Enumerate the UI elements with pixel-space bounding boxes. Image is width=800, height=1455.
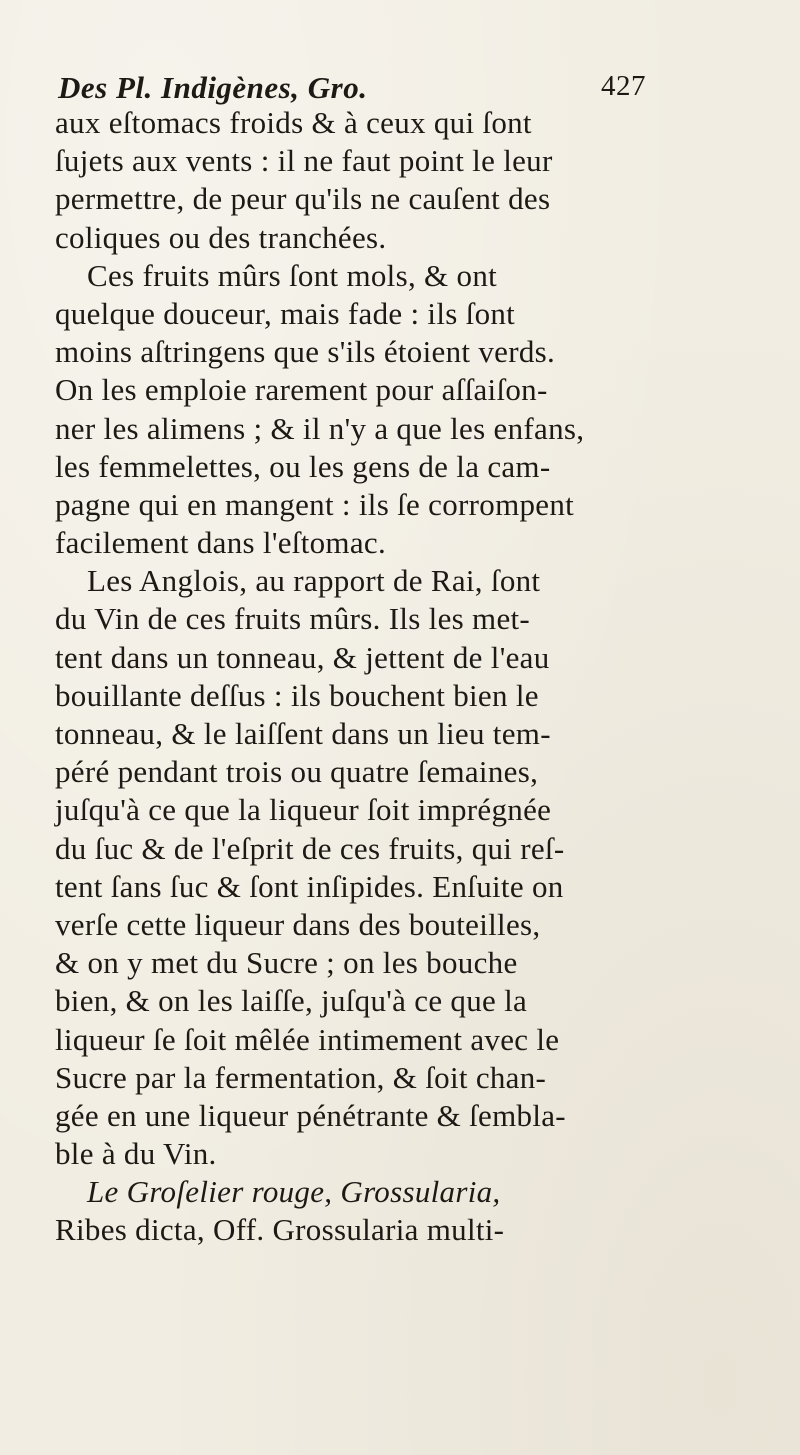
text-line: liqueur ſe ſoit mêlée intimement avec le xyxy=(55,1021,560,1057)
text-line: Le Groſelier rouge, Grossularia, xyxy=(87,1174,501,1210)
text-line: aux eſtomacs froids & à ceux qui ſont xyxy=(55,105,532,140)
text-line: ble à du Vin. xyxy=(55,1136,217,1172)
text-line: bien, & on les laiſſe, juſqu'à ce que la xyxy=(55,983,528,1019)
text-line: facilement dans l'eſtomac. xyxy=(55,525,386,561)
text-line: bouillante deſſus : ils bouchent bien le xyxy=(55,677,539,713)
text-line: Ribes dicta, Off. Grossularia multi- xyxy=(55,1212,505,1248)
text-line: gée en une liqueur pénétrante & ſembla- xyxy=(55,1097,566,1133)
body-text xyxy=(55,104,755,1250)
text-line: quelque douceur, mais fade : ils ſont xyxy=(55,295,516,331)
text-line: les femmelettes, ou les gens de la cam- xyxy=(55,448,551,484)
text-line: Sucre par la fermentation, & ſoit chan- xyxy=(55,1059,547,1095)
text-line: permettre, de peur qu'ils ne cauſent des xyxy=(55,181,551,217)
text-line: On les emploie rarement pour aſſaiſon- xyxy=(55,372,548,408)
text-line: moins aſtringens que s'ils étoient verds. xyxy=(55,334,556,370)
text-line: du Vin de ces fruits mûrs. Ils les met- xyxy=(55,601,531,637)
text-line: juſqu'à ce que la liqueur ſoit imprégnée xyxy=(55,792,552,828)
text-line: ſujets aux vents : il ne faut point le leur xyxy=(55,143,553,179)
text-line: coliques ou des tranchées. xyxy=(55,219,387,255)
running-title: Des Pl. Indigènes, Gro. xyxy=(58,70,368,105)
text-line: du ſuc & de l'eſprit de ces fruits, qui reſ- xyxy=(55,830,565,866)
text-line: tent dans un tonneau, & jettent de l'eau xyxy=(55,639,550,675)
text-line: tonneau, & le laiſſent dans un lieu tem- xyxy=(55,716,551,751)
text-line: péré pendant trois ou quatre ſemaines, xyxy=(55,754,539,790)
page-number: 427 xyxy=(601,70,646,102)
text-line: & on y met du Sucre ; on les bouche xyxy=(55,945,518,981)
text-line: Ces fruits mûrs ſont mols, & ont xyxy=(87,257,498,293)
text-line: tent ſans ſuc & ſont inſipides. Enſuite on xyxy=(55,868,564,904)
text-line: Les Anglois, au rapport de Rai, ſont xyxy=(87,563,541,599)
text-line: pagne qui en mangent : ils ſe corrompent xyxy=(55,486,575,522)
text-line: verſe cette liqueur dans des bouteilles, xyxy=(55,906,541,942)
text-line: ner les alimens ; & il n'y a que les enfans, xyxy=(55,410,585,446)
